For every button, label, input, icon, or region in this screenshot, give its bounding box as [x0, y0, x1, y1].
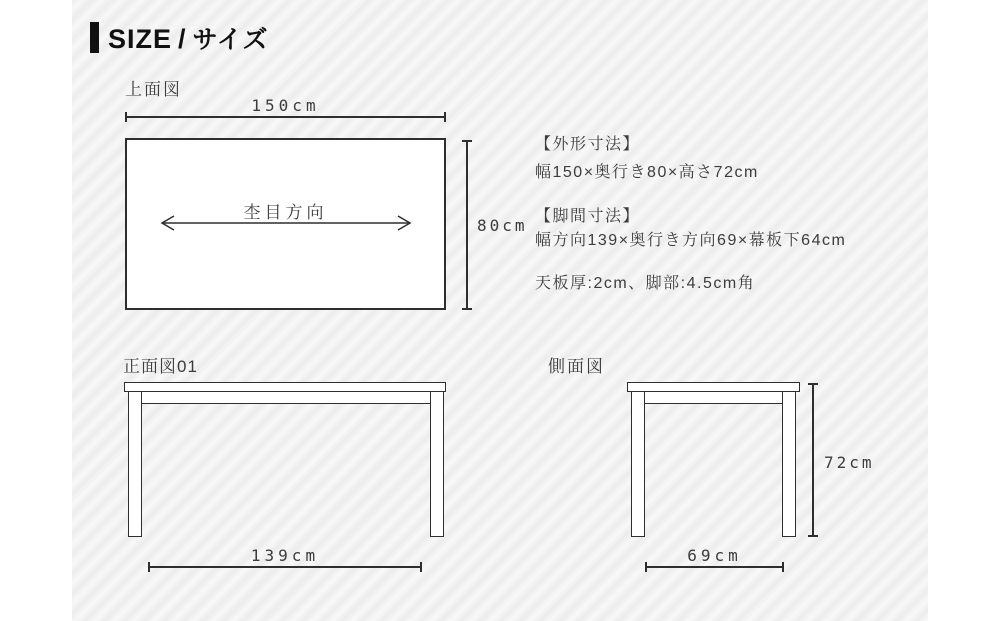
front-view-tabletop [124, 382, 446, 392]
top-view-label: 上面図 [125, 80, 182, 99]
striped-background-panel [72, 0, 928, 621]
page-title-en: SIZE [108, 24, 173, 54]
front-view-label: 正面図01 [123, 357, 198, 376]
front-view-apron [141, 390, 430, 404]
top-view-tabletop-rect [125, 138, 446, 310]
side-view-tabletop [627, 382, 800, 392]
top-view-width-dim-line [125, 116, 446, 118]
side-view-height-dim-line [812, 383, 814, 537]
outer-dimensions-value: 幅150×奥行き80×高さ72cm [535, 164, 759, 181]
leg-spacing-heading: 【脚間寸法】 [535, 208, 641, 225]
side-view-right-leg [782, 390, 796, 537]
page-title-ja: サイズ [192, 26, 269, 54]
title-accent-bar [90, 22, 99, 53]
grain-direction-label: 杢目方向 [243, 203, 328, 222]
side-view-label: 側面図 [548, 357, 605, 376]
front-view-leg-span-label: 139cm [250, 546, 320, 565]
side-view-apron [644, 390, 783, 404]
side-view-left-leg [631, 390, 645, 537]
leg-spacing-value: 幅方向139×奥行き方向69×幕板下64cm [535, 232, 847, 249]
top-view-depth-dim-line [466, 140, 468, 310]
side-view-leg-span-label: 69cm [687, 546, 742, 565]
front-view-left-leg [128, 390, 142, 537]
front-view-leg-span-line [148, 566, 422, 568]
side-view-leg-span-line [645, 566, 784, 568]
page-title [108, 20, 269, 56]
top-view-depth-dim-label: 80cm [477, 216, 528, 235]
outer-dimensions-heading: 【外形寸法】 [535, 136, 641, 153]
front-view-right-leg [430, 390, 444, 537]
top-view-width-dim-label: 150cm [251, 96, 320, 115]
thickness-note: 天板厚:2cm、脚部:4.5cm角 [535, 275, 756, 292]
side-view-height-dim-label: 72cm [824, 453, 875, 472]
page-title-separator: / [178, 24, 187, 54]
